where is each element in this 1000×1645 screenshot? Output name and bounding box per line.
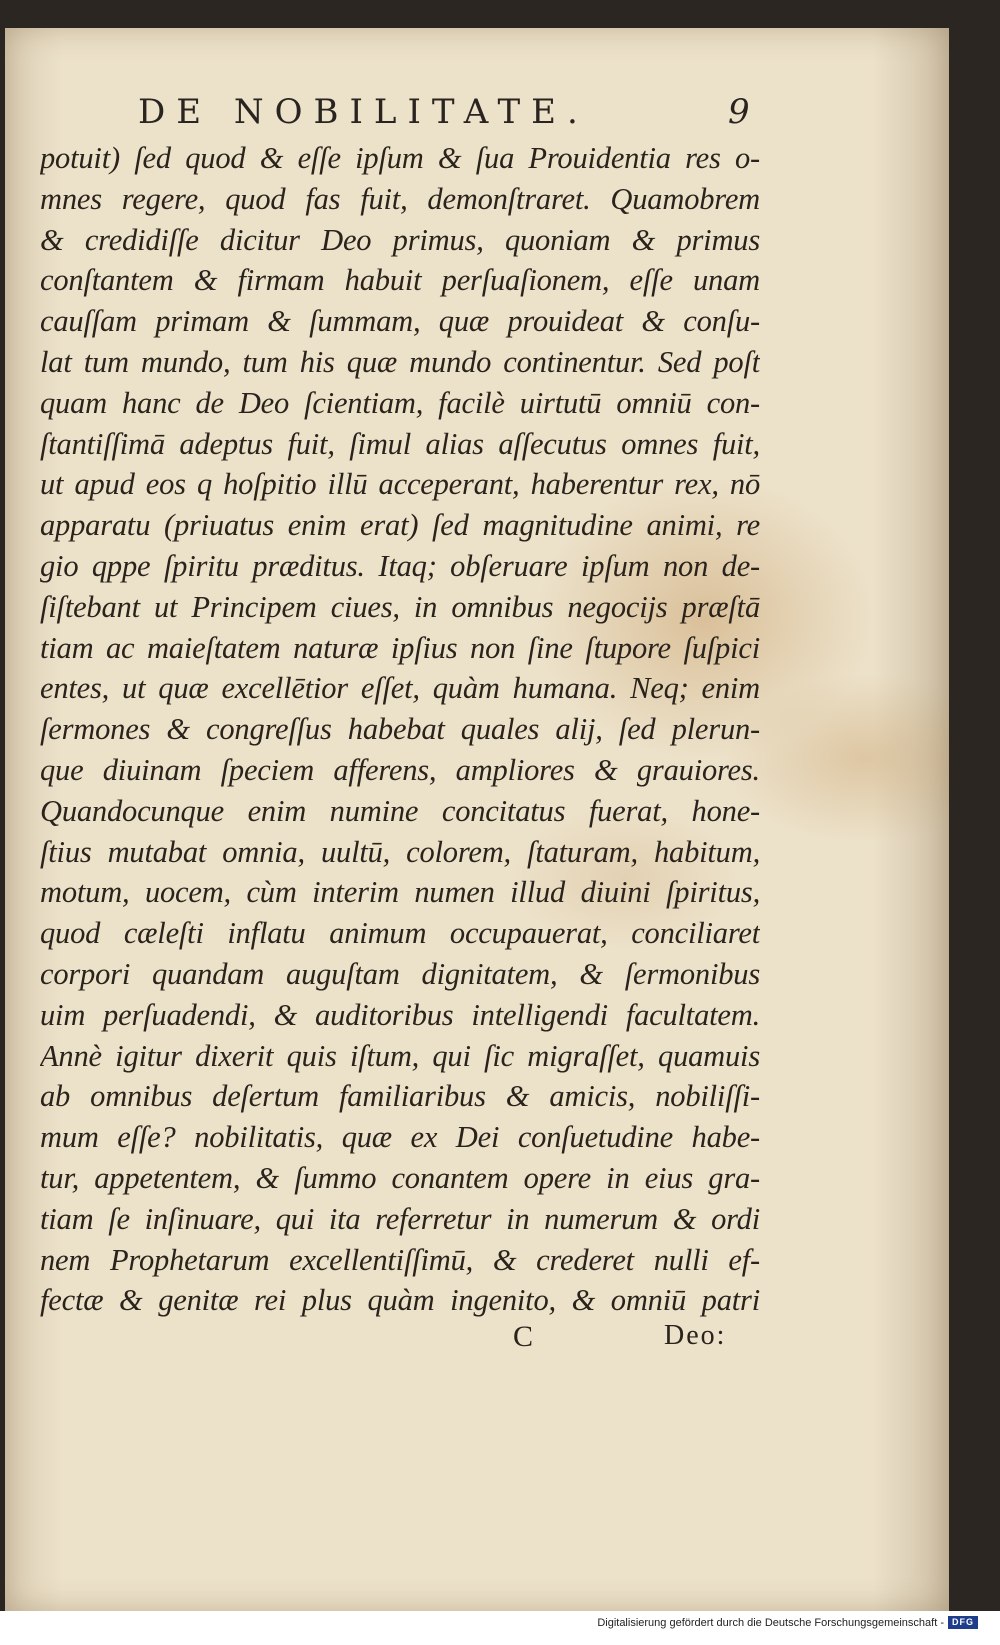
text-line: Annè igitur dixerit quis iſtum, qui ſic migraſſet, quamuis <box>40 1038 760 1073</box>
text-line: tiam ac maieſtatem naturæ ipſius non ſine ſtupore ſuſpici <box>40 630 760 665</box>
text-line: ſtantiſſimā adeptus fuit, ſimul alias aſſecutus omnes fuit, <box>40 426 760 461</box>
text-line: fectæ & genitæ rei plus quàm ingenito, & omniū patri <box>40 1283 760 1318</box>
page-header <box>138 92 788 136</box>
text-line: quod cæleſti inflatu animum occupauerat, conciliaret <box>40 916 760 951</box>
text-line: corpori quandam auguſtam dignitatem, & ſermonibus <box>40 956 760 991</box>
text-line: mum eſſe? nobilitatis, quæ ex Dei conſuetudine habe- <box>40 1120 760 1155</box>
text-line: lat tum mundo, tum his quæ mundo continentur. Sed poſt <box>40 344 760 379</box>
catchword: Deo: <box>664 1320 727 1351</box>
page-number: 9 <box>728 92 750 132</box>
text-line: motum, uocem, cùm interim numen illud diuini ſpiritus, <box>40 875 760 910</box>
text-line: ſermones & congreſſus habebat quales alij, ſed plerun- <box>40 712 760 747</box>
running-title: DE NOBILITATE. <box>138 92 589 132</box>
text-line: ſtius mutabat omnia, uultū, colorem, ſtaturam, habitum, <box>40 834 760 869</box>
text-line: tiam ſe inſinuare, qui ita referretur in numerum & ordi <box>40 1201 760 1236</box>
text-line: gio qppe ſpiritu præditus. Itaq; obſeruare ipſum non de- <box>40 548 760 583</box>
text-line: ut apud eos q hoſpitio illū acceperant, haberentur rex, nō <box>40 467 760 502</box>
text-line: conſtantem & firmam habuit perſuaſionem, eſſe unam <box>40 263 760 298</box>
text-line: & credidiſſe dicitur Deo primus, quoniam & primus <box>40 222 760 257</box>
text-line: potuit) ſed quod & eſſe ipſum & ſua Prouidentia res o- <box>40 141 760 175</box>
text-line: entes, ut quæ excellētior eſſet, quàm humana. Neq; enim <box>40 671 760 706</box>
text-line: tur, appetentem, & ſummo conantem opere in eius gra- <box>40 1160 760 1195</box>
text-line: Quandocunque enim numine concitatus fuerat, hone- <box>40 793 760 828</box>
text-line: cauſſam primam & ſummam, quæ prouideat & conſu- <box>40 304 760 339</box>
text-line: apparatu (priuatus enim erat) ſed magnitudine animi, re <box>40 508 760 543</box>
dfg-logo-icon[interactable]: DFG <box>948 1616 978 1629</box>
text-line: nem Prophetarum excellentiſſimū, & crederet nulli ef- <box>40 1242 760 1277</box>
text-line: quam hanc de Deo ſcientiam, facilè uirtutū omniū con- <box>40 385 760 420</box>
text-line: uim perſuadendi, & auditoribus intelligendi facultatem. <box>40 997 760 1032</box>
text-line: ſiſtebant ut Principem ciues, in omnibus negocijs præſtā <box>40 589 760 624</box>
funding-credit: Digitalisierung gefördert durch die Deutsche Forschungsgemeinschaft - <box>597 1617 944 1629</box>
body-text <box>40 138 760 1321</box>
signature-mark: C <box>513 1320 534 1353</box>
text-line: ab omnibus deſertum familiaribus & amicis, nobiliſſi- <box>40 1079 760 1114</box>
text-line: que diuinam ſpeciem afferens, ampliores & grauiores. <box>40 752 760 787</box>
text-line: mnes regere, quod fas fuit, demonſtraret. Quamobrem <box>40 181 760 216</box>
